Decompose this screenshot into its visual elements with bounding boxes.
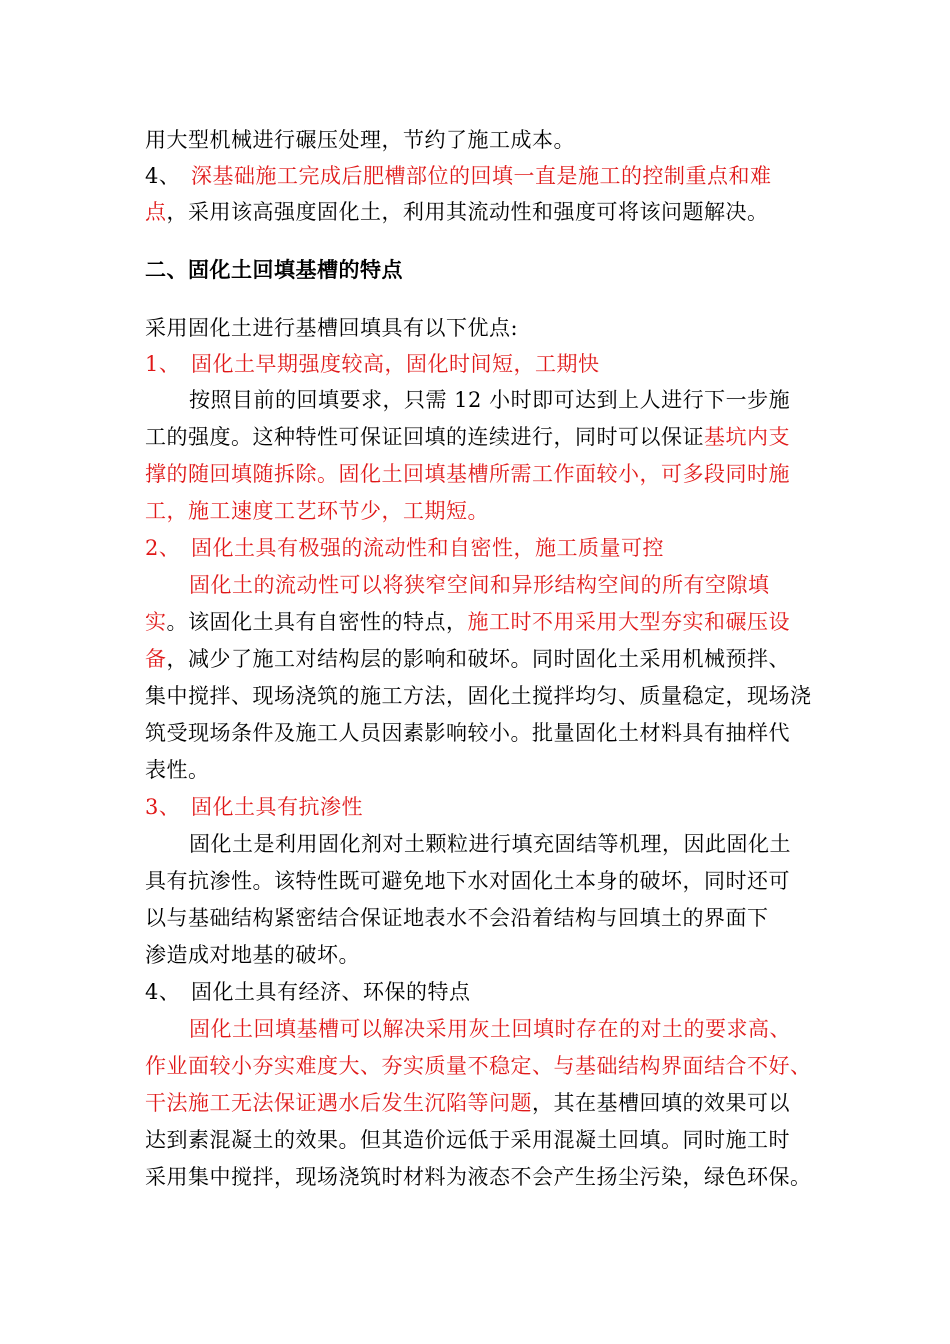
paragraph-line: [189, 1015, 791, 1043]
text-red: 基坑内支: [704, 425, 790, 449]
paragraph-line: [145, 608, 790, 636]
text-black: 采用固化土进行基槽回填具有以下优点:: [145, 316, 519, 340]
text-red: 固化土具有抗渗性: [191, 795, 363, 819]
paragraph-line: [189, 571, 770, 599]
paragraph-line: [145, 1052, 812, 1080]
list-number: 1、: [145, 352, 181, 376]
paragraph-line: [145, 719, 790, 747]
text-red: 工，施工速度工艺环节少，工期短。: [145, 499, 489, 523]
paragraph-line: [189, 830, 791, 858]
text-red: 固化土早期强度较高，固化时间短，工期快: [191, 352, 600, 376]
section-heading: 二、固化土回填基槽的特点: [145, 258, 403, 282]
list-number: 2、: [145, 536, 181, 560]
text-black: 具有抗渗性。该特性既可避免地下水对固化土本身的破坏，同时还可: [145, 869, 790, 893]
paragraph-line: [145, 423, 790, 451]
text-black: 渗造成对地基的破坏。: [145, 943, 360, 967]
text-red: 点: [145, 200, 167, 224]
paragraph-line: [145, 314, 518, 342]
paragraph-line: [145, 1089, 790, 1117]
text-red: 作业面较小夯实难度大、夯实质量不稳定、与基础结构界面结合不好、: [145, 1054, 812, 1078]
list-number: 4、: [145, 980, 181, 1004]
text-black: 筑受现场条件及施工人员因素影响较小。批量固化土材料具有抽样代: [145, 721, 790, 745]
text-black: 集中搅拌、现场浇筑的施工方法，固化土搅拌均匀、质量稳定，现场浇: [145, 684, 812, 708]
paragraph-line: [145, 126, 575, 154]
text-red: 固化土的流动性可以将狭窄空间和异形结构空间的所有空隙填: [189, 573, 770, 597]
text-black: 按照目前的回填要求，只需 12 小时即可达到上人进行下一步施: [189, 388, 791, 412]
list-number: 4、: [145, 164, 181, 188]
text-red: 实: [145, 610, 167, 634]
text-black: 达到素混凝土的效果。但其造价远低于采用混凝土回填。同时施工时: [145, 1128, 790, 1152]
paragraph-line: [145, 1126, 790, 1154]
paragraph-line: [145, 198, 769, 226]
text-black: 表性。: [145, 758, 210, 782]
list-item-2: [145, 534, 664, 562]
paragraph-line: [145, 682, 812, 710]
text-black: 工的强度。这种特性可保证回填的连续进行，同时可以保证: [145, 425, 704, 449]
paragraph-line: [145, 645, 790, 673]
text-red: 固化土回填基槽可以解决采用灰土回填时存在的对土的要求高、: [189, 1017, 791, 1041]
list-item-4: [145, 162, 772, 190]
paragraph-line: [189, 386, 790, 414]
list-item-4: [145, 978, 471, 1006]
paragraph-line: [145, 941, 360, 969]
list-item-3: [145, 793, 363, 821]
text-black: ，其在基槽回填的效果可以: [532, 1091, 790, 1115]
text-black: 以与基础结构紧密结合保证地表水不会沿着结构与回填土的界面下: [145, 906, 769, 930]
text-black: 用大型机械进行碾压处理，节约了施工成本。: [145, 128, 575, 152]
paragraph-line: [145, 497, 489, 525]
text-black: ，减少了施工对结构层的影响和破坏。同时固化土采用机械预拌、: [166, 647, 790, 671]
text-red: 备: [145, 647, 167, 671]
text-black: ，采用该高强度固化土，利用其流动性和强度可将该问题解决。: [166, 200, 769, 224]
text-red: 干法施工无法保证遇水后发生沉陷等问题: [145, 1091, 532, 1115]
list-number: 3、: [145, 795, 181, 819]
list-item-1: [145, 350, 600, 378]
paragraph-line: [145, 460, 790, 488]
text-black: 采用集中搅拌，现场浇筑时材料为液态不会产生扬尘污染，绿色环保。: [145, 1165, 812, 1189]
paragraph-line: [145, 904, 769, 932]
text-red: 撑的随回填随拆除。固化土回填基槽所需工作面较小，可多段同时施: [145, 462, 790, 486]
text-black: 。该固化土具有自密性的特点，: [166, 610, 468, 634]
paragraph-line: [145, 756, 210, 784]
text-red: 固化土具有极强的流动性和自密性，施工质量可控: [191, 536, 664, 560]
text-red: 施工时不用采用大型夯实和碾压设: [467, 610, 790, 634]
paragraph-line: [145, 1163, 812, 1191]
paragraph-line: [145, 867, 790, 895]
text-black: 固化土是利用固化剂对土颗粒进行填充固结等机理，因此固化土: [189, 832, 791, 856]
text-black: 固化土具有经济、环保的特点: [191, 980, 471, 1004]
text-red: 深基础施工完成后肥槽部位的回填一直是施工的控制重点和难: [191, 164, 772, 188]
